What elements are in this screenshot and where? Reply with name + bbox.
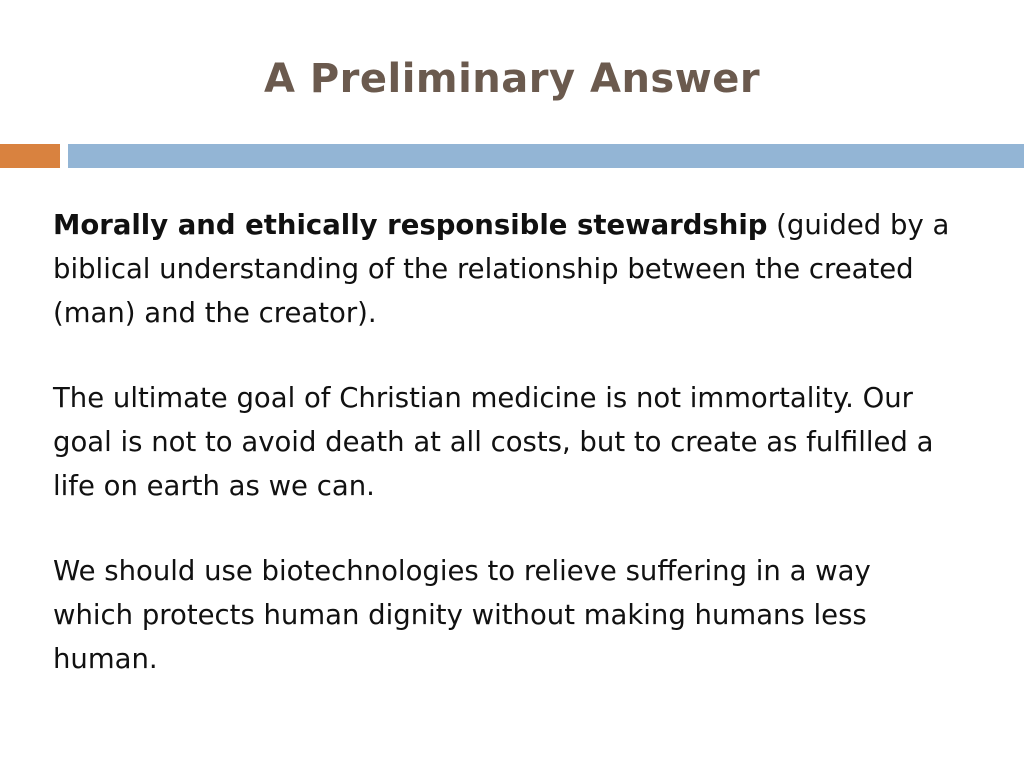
paragraph-biotechnologies: We should use biotechnologies to relieve suffering in a way which protects human dignity without making humans less human. — [53, 555, 871, 675]
paragraph-stewardship — [53, 203, 953, 335]
divider-bar — [68, 144, 1024, 168]
slide-title: A Preliminary Answer — [263, 56, 761, 102]
accent-bar — [0, 144, 60, 168]
paragraph-ultimate-goal: The ultimate goal of Christian medicine is not immortality. Our goal is not to avoid death at all costs, but to create as fulfilled a life on earth as we can. — [53, 382, 934, 502]
slide-body — [53, 203, 953, 681]
stewardship-text: (guided by a biblical understanding of the relationship between the created (man) and the creator). — [53, 209, 950, 329]
stewardship-bold-text: Morally and ethically responsible stewardship — [53, 209, 768, 241]
